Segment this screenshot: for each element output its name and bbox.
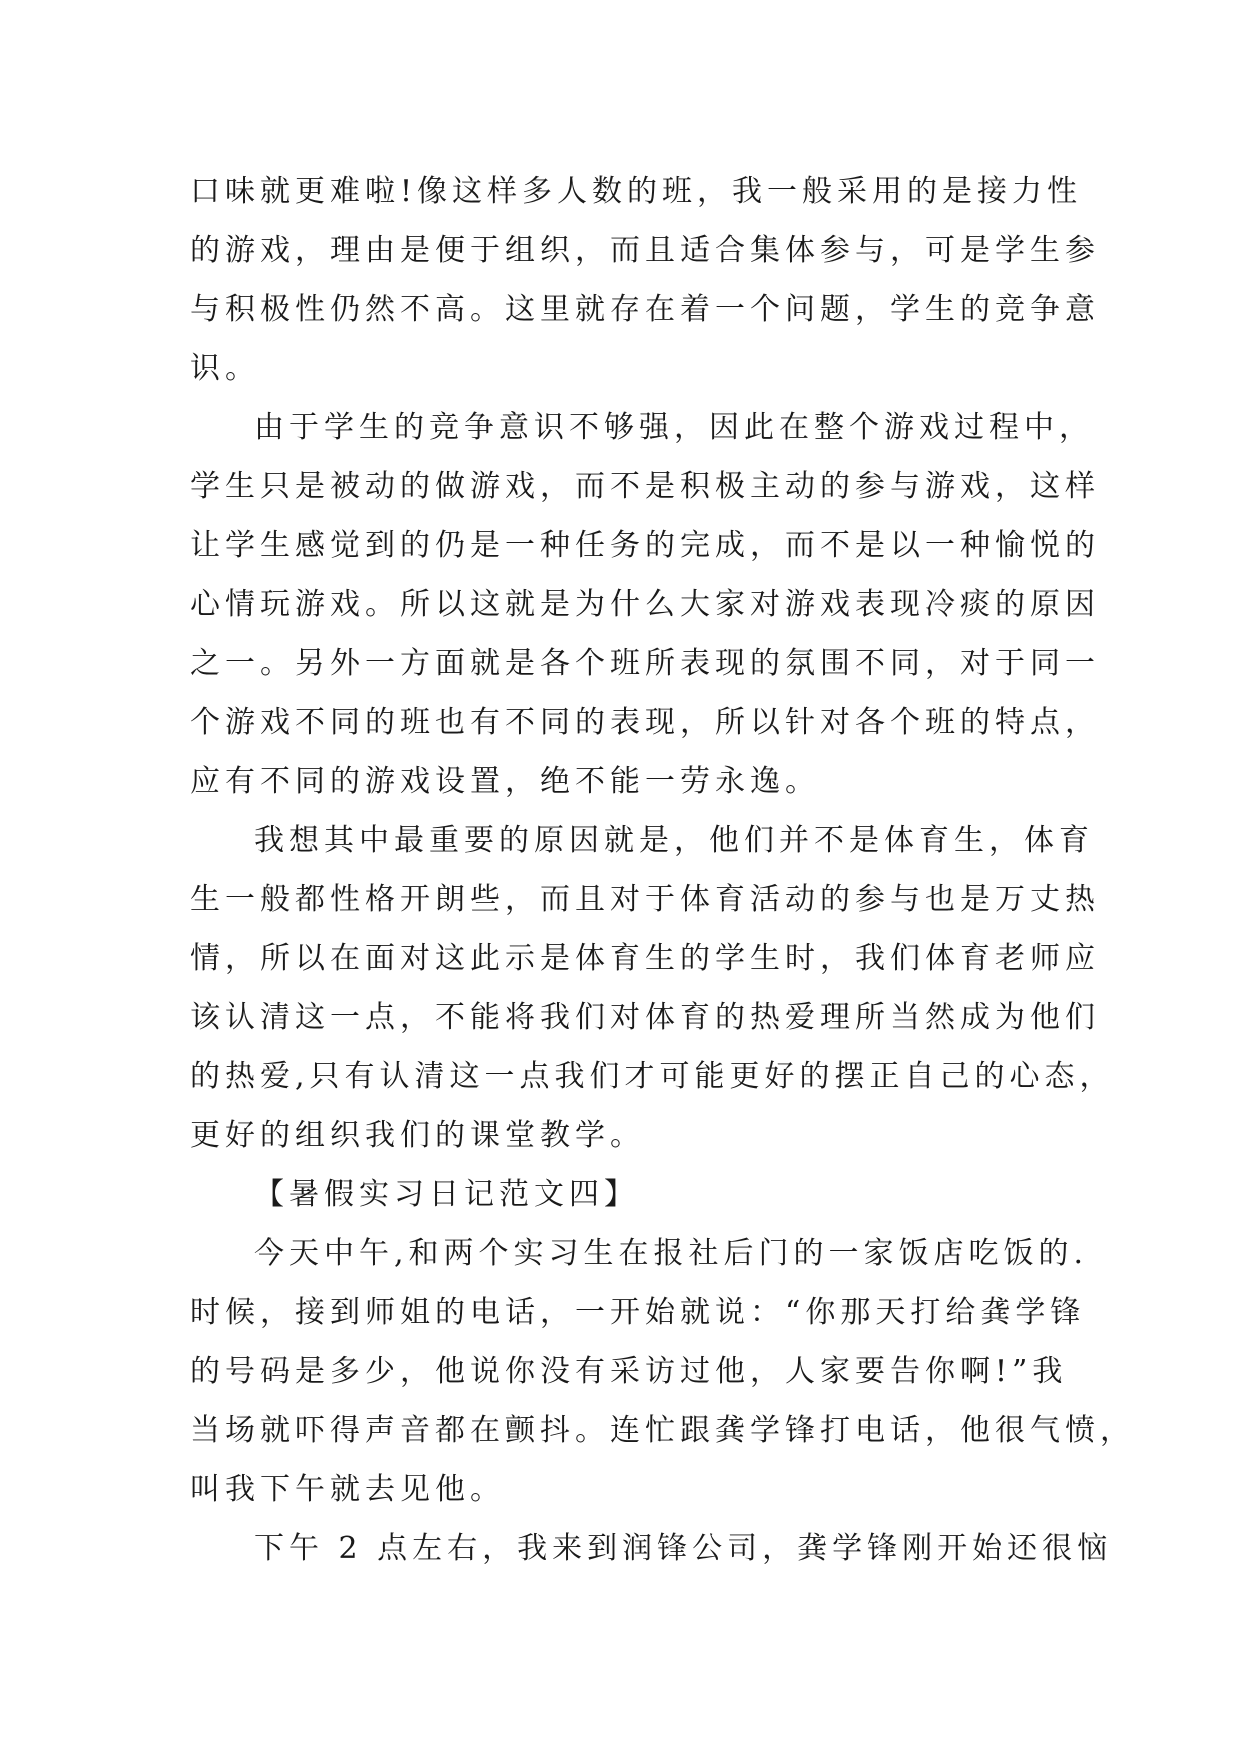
text-line: 个游戏不同的班也有不同的表现，所以针对各个班的特点， (190, 705, 1100, 740)
text-line: 与积极性仍然不高。这里就存在着一个问题，学生的竞争意 (190, 292, 1100, 327)
text-line: 情，所以在面对这此示是体育生的学生时，我们体育老师应 (190, 941, 1100, 976)
section-heading: 【暑假实习日记范文四】 (254, 1177, 639, 1212)
text-line: 时候，接到师姐的电话，一开始就说：“你那天打给龚学锋 (190, 1295, 1086, 1330)
text-line: 生一般都性格开朗些，而且对于体育活动的参与也是万丈热 (190, 882, 1100, 917)
text-line: 当场就吓得声音都在颤抖。连忙跟龚学锋打电话，他很气愤， (190, 1413, 1135, 1448)
text-line: 让学生感觉到的仍是一种任务的完成，而不是以一种愉悦的 (190, 528, 1100, 563)
text-line: 今天中午,和两个实习生在报社后门的一家饭店吃饭的. (254, 1236, 1089, 1271)
text-line: 由于学生的竞争意识不够强，因此在整个游戏过程中， (254, 410, 1094, 445)
document-body (190, 162, 1135, 1578)
text-line: 我想其中最重要的原因就是，他们并不是体育生，体育 (254, 823, 1094, 858)
text-line: 的热爱,只有认清这一点我们才可能更好的摆正自己的心态， (190, 1059, 1115, 1094)
text-line: 识。 (190, 351, 260, 386)
text-line: 叫我下午就去见他。 (190, 1472, 505, 1507)
text-line: 学生只是被动的做游戏，而不是积极主动的参与游戏，这样 (190, 469, 1100, 504)
text-line: 更好的组织我们的课堂教学。 (190, 1118, 645, 1153)
text-line: 的游戏，理由是便于组织，而且适合集体参与，可是学生参 (190, 233, 1100, 268)
text-line: 的号码是多少，他说你没有采访过他，人家要告你啊!”我 (190, 1354, 1068, 1389)
text-line: 应有不同的游戏设置，绝不能一劳永逸。 (190, 764, 820, 799)
text-line: 心情玩游戏。所以这就是为什么大家对游戏表现冷痰的原因 (190, 587, 1100, 622)
text-line: 下午 2 点左右，我来到润锋公司，龚学锋刚开始还很恼 (254, 1531, 1113, 1566)
text-line: 该认清这一点，不能将我们对体育的热爱理所当然成为他们 (190, 1000, 1100, 1035)
text-line: 口味就更难啦!像这样多人数的班，我一般采用的是接力性 (190, 174, 1083, 209)
text-line: 之一。另外一方面就是各个班所表现的氛围不同，对于同一 (190, 646, 1100, 681)
